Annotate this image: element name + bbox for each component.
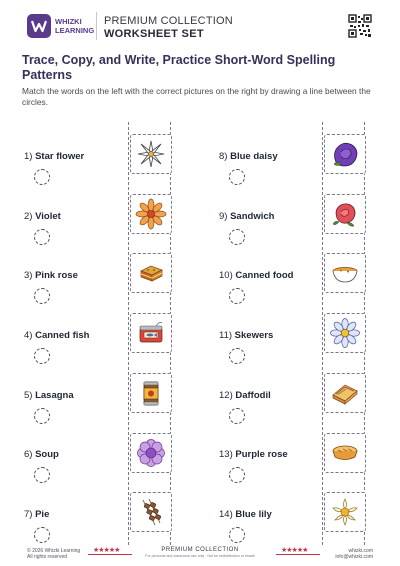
star-rating-left: ★★★★★ xyxy=(93,547,120,554)
match-circle-left-4[interactable] xyxy=(34,348,50,364)
footer-collection: PREMIUM COLLECTION xyxy=(161,547,239,553)
email-link[interactable]: info@whizki.com xyxy=(335,554,373,560)
picture-card-left-2[interactable] xyxy=(130,194,172,234)
picture-card-left-3[interactable] xyxy=(130,253,172,293)
worksheet-instructions: Match the words on the left with the correct pictures on the right by drawing a line between the circles. xyxy=(22,86,371,107)
picture-card-left-4[interactable] xyxy=(130,313,172,353)
match-circle-left-2[interactable] xyxy=(34,229,50,245)
picture-card-right-14[interactable] xyxy=(324,492,366,532)
right-word-14: 14) Blue lily xyxy=(219,509,272,520)
right-word-10: 10) Canned food xyxy=(219,270,294,281)
picture-card-right-10[interactable] xyxy=(324,253,366,293)
collection-label: PREMIUM COLLECTION xyxy=(104,15,233,27)
right-word-12: 12) Daffodil xyxy=(219,390,271,401)
picture-card-left-6[interactable] xyxy=(130,433,172,473)
pie-icon xyxy=(329,437,361,469)
match-circle-right-13[interactable] xyxy=(229,467,245,483)
picture-card-left-5[interactable] xyxy=(130,373,172,413)
footer-note: For personal and classroom use only · Not for redistribution or resale xyxy=(145,554,255,558)
right-word-8: 8) Blue daisy xyxy=(219,151,278,162)
match-circle-right-9[interactable] xyxy=(229,229,245,245)
left-word-7: 7) Pie xyxy=(24,509,50,520)
picture-card-right-13[interactable] xyxy=(324,433,366,473)
canned-food-icon xyxy=(135,377,167,409)
picture-card-right-8[interactable] xyxy=(324,134,366,174)
left-word-4: 4) Canned fish xyxy=(24,330,90,341)
left-word-2: 2) Violet xyxy=(24,211,61,222)
rights-text: All rights reserved xyxy=(27,554,68,560)
match-circle-right-12[interactable] xyxy=(229,408,245,424)
footer-contact xyxy=(335,548,373,560)
blue-daisy-icon xyxy=(329,317,361,349)
footer-accent-bar-right xyxy=(276,554,320,555)
logo-text xyxy=(55,17,94,35)
worksheet-footer xyxy=(0,542,400,566)
match-circle-left-7[interactable] xyxy=(34,527,50,543)
match-circle-right-8[interactable] xyxy=(229,169,245,185)
logo-badge xyxy=(27,14,51,38)
right-word-11: 11) Skewers xyxy=(219,330,274,341)
qr-code-icon xyxy=(348,14,372,38)
canned-fish-icon xyxy=(135,317,167,349)
worksheet-header xyxy=(0,0,400,44)
match-circle-left-5[interactable] xyxy=(34,408,50,424)
lasagna-icon xyxy=(135,257,167,289)
picture-card-left-7[interactable] xyxy=(130,492,172,532)
left-word-1: 1) Star flower xyxy=(24,151,85,162)
match-circle-right-14[interactable] xyxy=(229,527,245,543)
copyright-text: © 2026 Whizki Learning xyxy=(27,548,81,554)
pink-rose-icon xyxy=(329,198,361,230)
orange-flower-icon xyxy=(135,198,167,230)
worksheet-set-label: WORKSHEET SET xyxy=(104,28,204,40)
sandwich-icon xyxy=(329,377,361,409)
picture-card-right-9[interactable] xyxy=(324,194,366,234)
purple-flower-icon xyxy=(135,437,167,469)
purple-rose-icon xyxy=(329,138,361,170)
match-circle-left-3[interactable] xyxy=(34,288,50,304)
left-word-5: 5) Lasagna xyxy=(24,390,74,401)
left-word-6: 6) Soup xyxy=(24,449,59,460)
match-circle-right-10[interactable] xyxy=(229,288,245,304)
picture-card-right-11[interactable] xyxy=(324,313,366,353)
skewers-icon xyxy=(135,496,167,528)
left-word-3: 3) Pink rose xyxy=(24,270,78,281)
logo-line1: WHIZKI xyxy=(55,17,82,26)
logo-w-icon xyxy=(27,14,51,38)
picture-card-left-1[interactable] xyxy=(130,134,172,174)
star-rating-right: ★★★★★ xyxy=(281,547,308,554)
soup-icon xyxy=(329,257,361,289)
star-flower-icon xyxy=(135,138,167,170)
header-divider xyxy=(96,12,97,40)
match-circle-left-6[interactable] xyxy=(34,467,50,483)
brand-logo xyxy=(27,14,93,38)
match-circle-left-1[interactable] xyxy=(34,169,50,185)
right-word-9: 9) Sandwich xyxy=(219,211,275,222)
daffodil-icon xyxy=(329,496,361,528)
worksheet-title: Trace, Copy, and Write, Practice Short-Word Spelling Patterns xyxy=(22,53,336,82)
logo-line2: LEARNING xyxy=(55,26,95,35)
match-circle-right-11[interactable] xyxy=(229,348,245,364)
right-word-13: 13) Purple rose xyxy=(219,449,288,460)
site-link[interactable]: whizki.com xyxy=(348,548,373,554)
picture-card-right-12[interactable] xyxy=(324,373,366,413)
